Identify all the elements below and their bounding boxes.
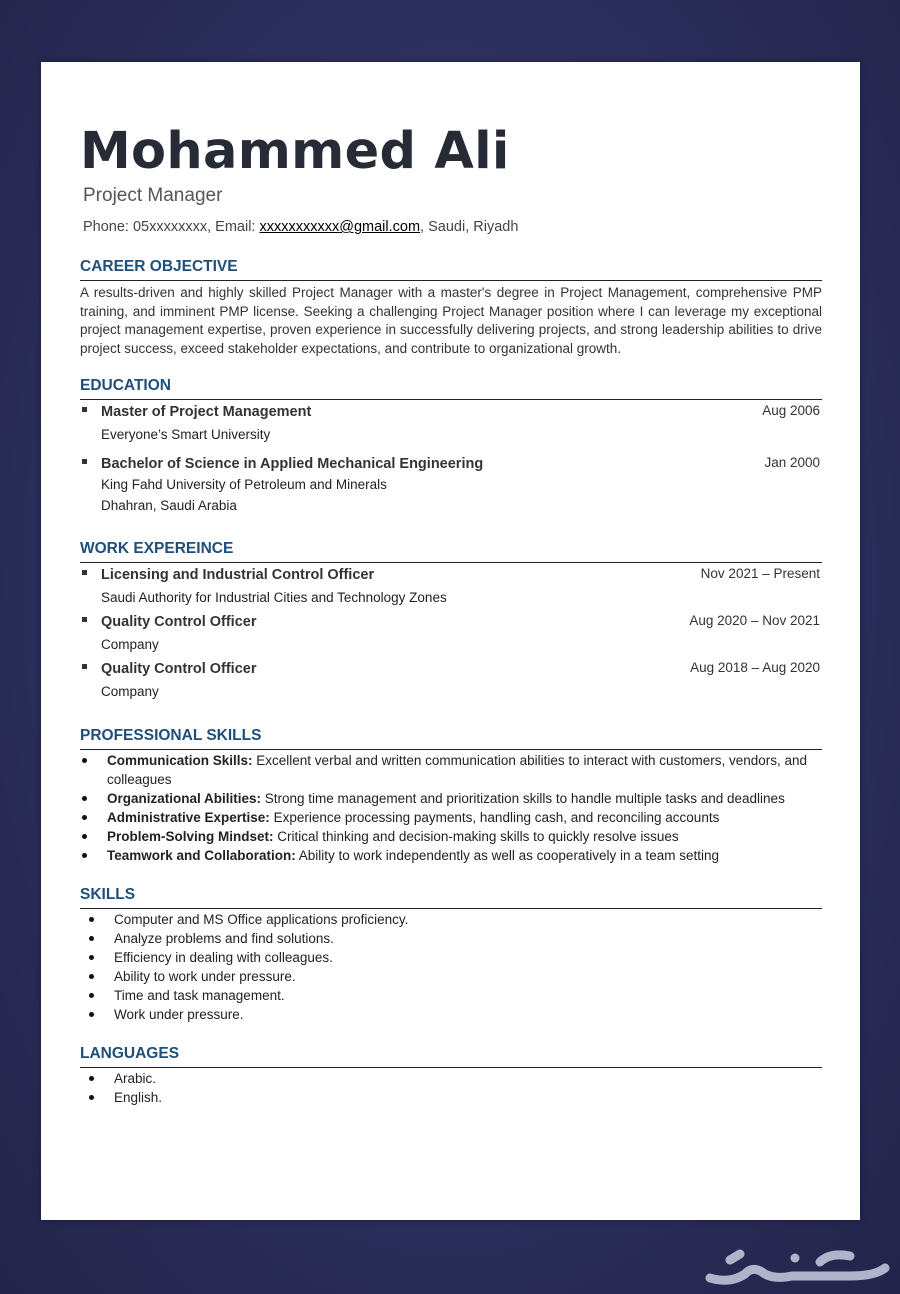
job-date: Nov 2021 – Present <box>700 566 820 581</box>
professional-skills-list <box>80 751 822 865</box>
list-item: Work under pressure. <box>80 1005 822 1024</box>
skills-list <box>80 910 822 1024</box>
bullet-dot-icon <box>82 815 87 820</box>
bullet-square-icon <box>82 570 87 575</box>
bullet-dot-icon <box>89 936 94 941</box>
bullet-dot-icon <box>89 974 94 979</box>
candidate-role: Project Manager <box>83 185 223 206</box>
institution: Everyone’s Smart University <box>101 427 271 442</box>
professional-skills-section <box>80 727 822 865</box>
languages-section <box>80 1045 822 1107</box>
job-date: Aug 2018 – Aug 2020 <box>690 660 820 675</box>
list-item: Organizational Abilities: Strong time management and prioritization skills to handle multiple tasks and deadlines <box>80 789 822 808</box>
section-title: EDUCATION <box>80 377 822 400</box>
bullet-dot-icon <box>82 853 87 858</box>
education-section <box>80 377 822 516</box>
list-item: Computer and MS Office applications proficiency. <box>80 910 822 929</box>
skills-section <box>80 886 822 1024</box>
bullet-dot-icon <box>89 1095 94 1100</box>
education-entry <box>80 454 822 516</box>
employer: Company <box>101 637 159 652</box>
list-item: Efficiency in dealing with colleagues. <box>80 948 822 967</box>
list-item: English. <box>80 1088 822 1107</box>
job-title: Quality Control Officer <box>101 614 257 630</box>
bullet-square-icon <box>82 664 87 669</box>
bullet-square-icon <box>82 407 87 412</box>
employer: Company <box>101 684 159 699</box>
bullet-dot-icon <box>89 917 94 922</box>
section-title: WORK EXPEREINCE <box>80 540 822 563</box>
list-item: Teamwork and Collaboration: Ability to work independently as well as cooperatively in a team setting <box>80 846 822 865</box>
bullet-dot-icon <box>89 1076 94 1081</box>
phone-text: Phone: 05xxxxxxxx, Email: <box>83 219 260 235</box>
bullet-dot-icon <box>89 1012 94 1017</box>
haraj-watermark-logo <box>700 1240 895 1290</box>
degree-title: Master of Project Management <box>101 404 312 420</box>
list-item: Communication Skills: Excellent verbal and written communication abilities to interact with customers, vendors, and colleagues <box>80 751 822 789</box>
list-item: Ability to work under pressure. <box>80 967 822 986</box>
work-entry <box>80 612 822 655</box>
section-title: PROFESSIONAL SKILLS <box>80 727 822 750</box>
degree-date: Aug 2006 <box>762 403 820 418</box>
candidate-name: Mohammed Ali <box>80 122 510 181</box>
location-text: , Saudi, Riyadh <box>420 219 519 235</box>
bullet-dot-icon <box>82 796 87 801</box>
languages-list <box>80 1069 822 1107</box>
institution-location: Dhahran, Saudi Arabia <box>101 498 237 513</box>
resume-page <box>41 62 860 1220</box>
contact-line <box>83 219 518 235</box>
work-experience-section <box>80 540 822 702</box>
list-item: Administrative Expertise: Experience processing payments, handling cash, and reconciling accounts <box>80 808 822 827</box>
section-title: SKILLS <box>80 886 822 909</box>
education-entry <box>80 402 822 445</box>
list-item: Time and task management. <box>80 986 822 1005</box>
career-objective-section <box>80 258 822 358</box>
job-title: Licensing and Industrial Control Officer <box>101 567 375 583</box>
degree-title: Bachelor of Science in Applied Mechanical Engineering <box>101 456 484 472</box>
institution: King Fahd University of Petroleum and Minerals <box>101 477 387 492</box>
job-date: Aug 2020 – Nov 2021 <box>689 613 820 628</box>
email-link[interactable]: xxxxxxxxxxx@gmail.com <box>259 219 421 235</box>
bullet-square-icon <box>82 617 87 622</box>
bullet-dot-icon <box>82 834 87 839</box>
bullet-dot-icon <box>89 955 94 960</box>
bullet-dot-icon <box>82 758 87 763</box>
section-title: LANGUAGES <box>80 1045 822 1068</box>
list-item: Arabic. <box>80 1069 822 1088</box>
list-item: Problem-Solving Mindset: Critical thinking and decision-making skills to quickly resolve issues <box>80 827 822 846</box>
job-title: Quality Control Officer <box>101 661 257 677</box>
degree-date: Jan 2000 <box>764 455 820 470</box>
bullet-dot-icon <box>89 993 94 998</box>
list-item: Analyze problems and find solutions. <box>80 929 822 948</box>
bullet-square-icon <box>82 459 87 464</box>
employer: Saudi Authority for Industrial Cities and Technology Zones <box>101 590 447 605</box>
work-entry <box>80 659 822 702</box>
objective-text: A results-driven and highly skilled Project Manager with a master's degree in Project Management, comprehensive PMP training, and imminent PMP license. Seeking a challenging Project Manager position where I can leverage my exceptional project management expertise, proven experience in successfully delivering projects, and strong leadership abilities to drive project success, exceed stakeholder expectations, and contribute to organizational growth. <box>80 285 822 356</box>
work-entry <box>80 565 822 608</box>
section-title: CAREER OBJECTIVE <box>80 258 822 281</box>
